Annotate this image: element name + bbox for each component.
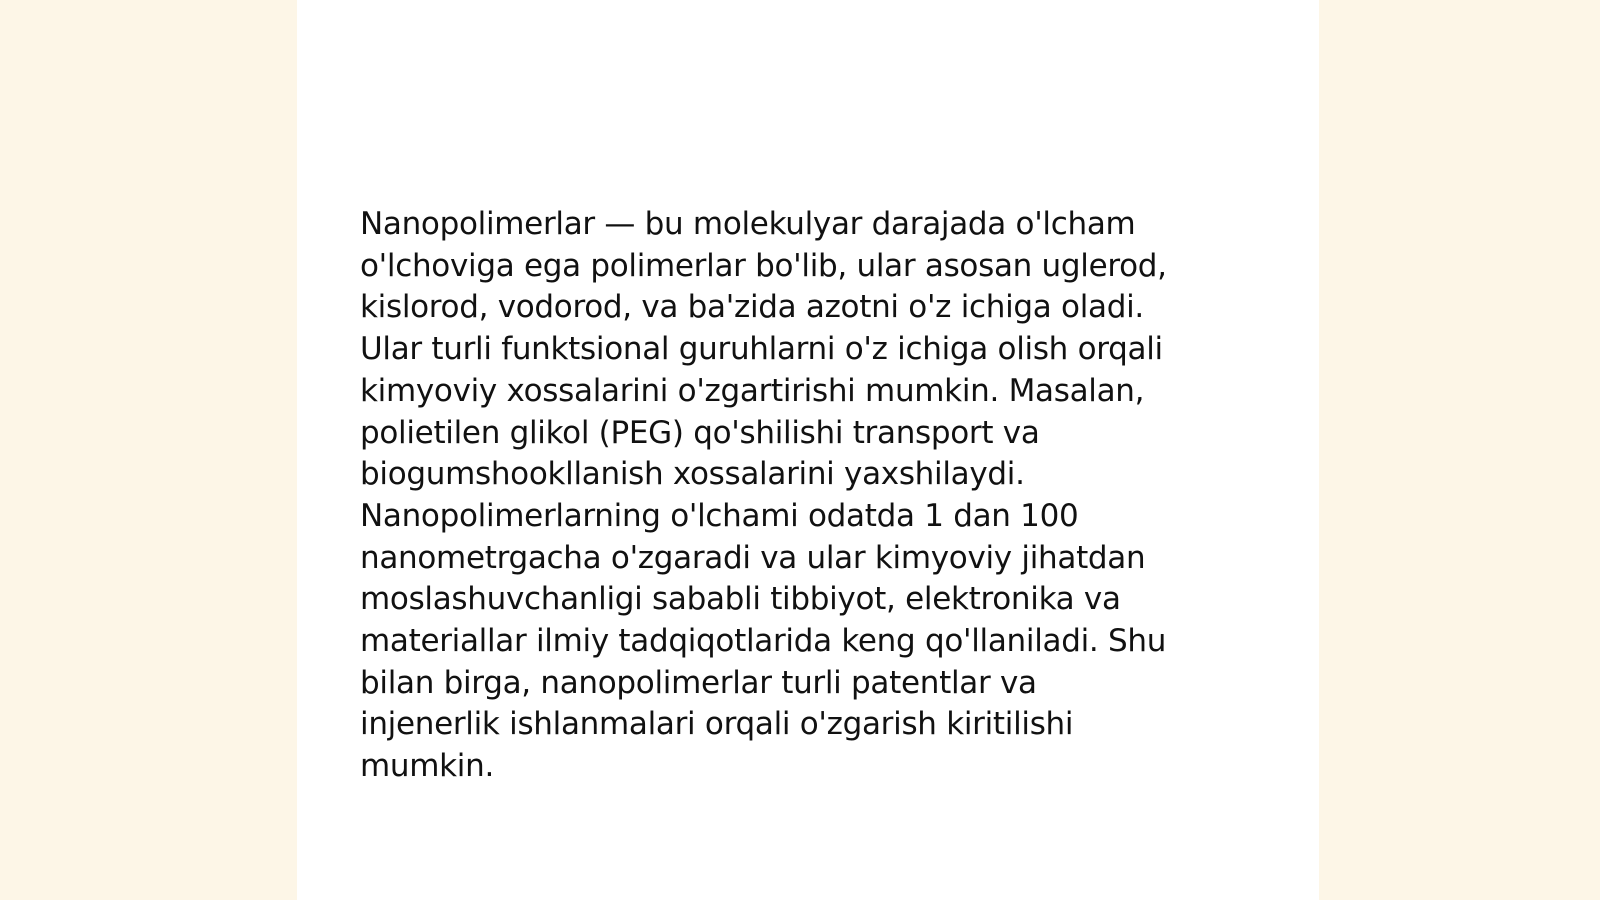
document-page [297,0,1319,900]
body-paragraph: Nanopolimerlar — bu molekulyar darajada o'lcham o'lchoviga ega polimerlar bo'lib, ular asosan uglerod, kislorod, vodorod, va ba'zida azotni o'z ichiga oladi. Ular turli funktsional guruhlarni o'z ichiga olish orqali kimyoviy xossalarini o'zgartirishi mumkin. Masalan, polietilen glikol (PEG) qo'shilishi transport va biogumshookllanish xossalarini yaxshilaydi. Nanopolimerlarning o'lchami odatda 1 dan 100 nanometrgacha o'zgaradi va ular kimyoviy jihatdan moslashuvchanligi sababli tibbiyot, elektronika va materiallar ilmiy tadqiqotlarida keng qo'llaniladi. Shu bilan birga, nanopolimerlar turli patentlar va injenerlik ishlanmalari orqali o'zgarish kiritilishi mumkin. [360,206,1167,785]
